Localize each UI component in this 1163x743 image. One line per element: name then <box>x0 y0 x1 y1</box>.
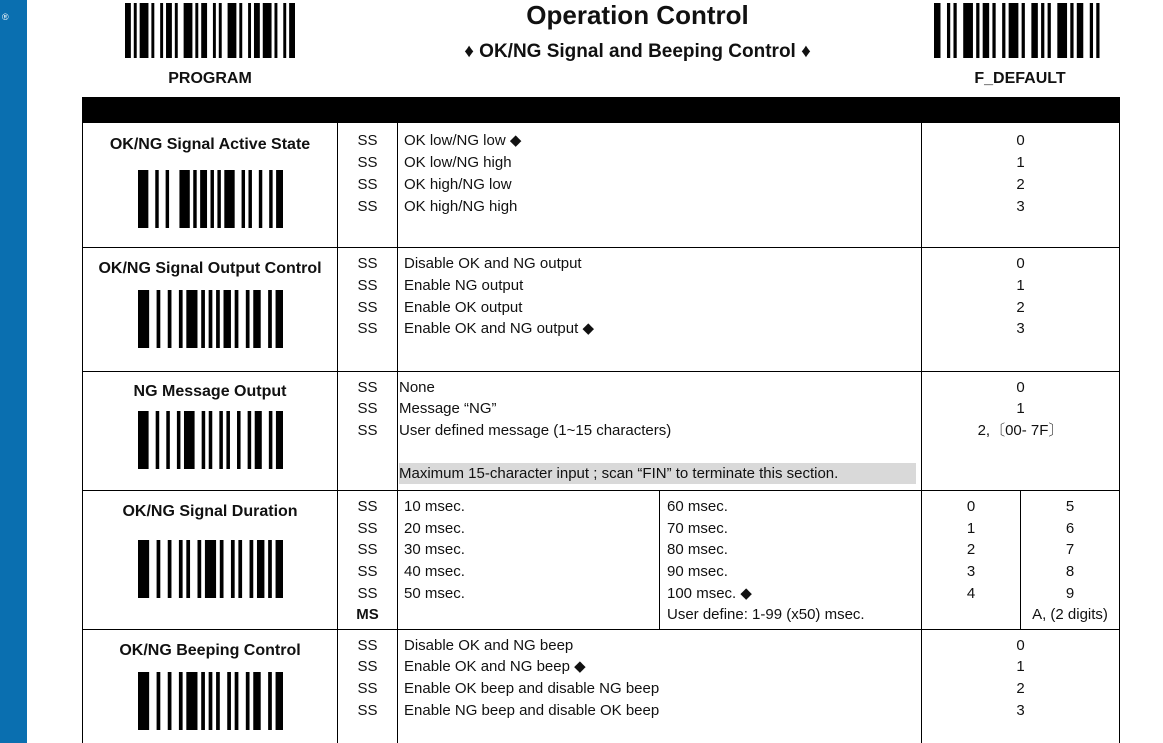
row-title-active-state: OK/NG Signal Active State <box>109 136 311 153</box>
value: 2,〔00- 7F〕 <box>977 422 1064 439</box>
code-ss: SS <box>357 541 378 558</box>
ng-message-barcode[interactable] <box>138 411 283 469</box>
value: 0 <box>1016 379 1025 396</box>
option-ok-low-ng-low: OK low/NG low ◆ <box>404 132 522 149</box>
page-title: Operation Control <box>526 0 749 30</box>
option-user-define-msec: User define: 1-99 (x50) msec. <box>667 606 865 623</box>
option-disable-ok-ng-output: Disable OK and NG output <box>404 255 582 272</box>
value: 0 <box>966 498 976 515</box>
code-ss: SS <box>357 422 378 439</box>
value: 3 <box>1016 320 1025 337</box>
value: 0 <box>1016 132 1025 149</box>
value: 1 <box>1016 658 1025 675</box>
option-ok-low-ng-high: OK low/NG high <box>404 154 512 171</box>
option-enable-ok-disable-ng-beep: Enable OK beep and disable NG beep <box>404 680 660 697</box>
value: 3 <box>1016 702 1025 719</box>
row-separator <box>82 247 1120 248</box>
beeping-control-barcode[interactable] <box>138 672 283 730</box>
option-enable-ok-ng-output: Enable OK and NG output ◆ <box>404 320 594 337</box>
value: 1 <box>1016 154 1025 171</box>
value: 2 <box>1016 680 1025 697</box>
code-ss: SS <box>357 585 378 602</box>
row-title-beeping-control: OK/NG Beeping Control <box>119 642 301 659</box>
option-user-defined-message: User defined message (1~15 characters) <box>399 422 672 439</box>
column-divider <box>397 97 398 743</box>
value: 2 <box>1016 176 1025 193</box>
code-ss: SS <box>357 680 378 697</box>
value: 4 <box>966 585 976 602</box>
page-subtitle: ♦ OK/NG Signal and Beeping Control ♦ <box>464 41 811 62</box>
option-90-msec: 90 msec. <box>667 563 728 580</box>
code-ss: SS <box>357 277 378 294</box>
row-title-ng-message: NG Message Output <box>133 383 287 400</box>
option-30-msec: 30 msec. <box>404 541 465 558</box>
value: 0 <box>1016 255 1025 272</box>
table-right-border <box>1119 97 1120 743</box>
code-ss: SS <box>357 563 378 580</box>
value: 1 <box>966 520 976 537</box>
code-ss: SS <box>357 154 378 171</box>
option-10-msec: 10 msec. <box>404 498 465 515</box>
output-control-barcode[interactable] <box>138 290 283 348</box>
left-sidebar-stripe <box>0 0 27 743</box>
code-ss: SS <box>357 498 378 515</box>
row-title-signal-duration: OK/NG Signal Duration <box>122 503 298 520</box>
duration-option-divider <box>659 490 660 629</box>
option-60-msec: 60 msec. <box>667 498 728 515</box>
code-ss: SS <box>357 132 378 149</box>
option-100-msec: 100 msec. ◆ <box>667 585 752 602</box>
option-40-msec: 40 msec. <box>404 563 465 580</box>
option-ok-high-ng-low: OK high/NG low <box>404 176 512 193</box>
code-ss: SS <box>357 658 378 675</box>
option-enable-ng-disable-ok-beep: Enable NG beep and disable OK beep <box>404 702 660 719</box>
f-default-barcode[interactable] <box>934 3 1106 58</box>
option-50-msec: 50 msec. <box>404 585 465 602</box>
value: 7 <box>1065 541 1075 558</box>
option-enable-ok-output: Enable OK output <box>404 299 523 316</box>
code-ss: SS <box>357 255 378 272</box>
program-barcode[interactable] <box>125 3 295 58</box>
registered-mark: ® <box>2 12 9 22</box>
row-separator <box>82 629 1120 630</box>
value: 5 <box>1065 498 1075 515</box>
value: 2 <box>966 541 976 558</box>
option-disable-ok-ng-beep: Disable OK and NG beep <box>404 637 574 654</box>
code-ss: SS <box>357 299 378 316</box>
value: 0 <box>1016 637 1025 654</box>
value: 3 <box>966 563 976 580</box>
option-80-msec: 80 msec. <box>667 541 728 558</box>
option-70-msec: 70 msec. <box>667 520 728 537</box>
row-separator <box>82 371 1120 372</box>
option-enable-ng-output: Enable NG output <box>404 277 524 294</box>
row-separator <box>82 490 1120 491</box>
option-enable-ok-ng-beep: Enable OK and NG beep ◆ <box>404 658 586 675</box>
option-20-msec: 20 msec. <box>404 520 465 537</box>
value: 3 <box>1016 198 1025 215</box>
value: 2 <box>1016 299 1025 316</box>
code-ss: SS <box>357 379 378 396</box>
option-ok-high-ng-high: OK high/NG high <box>404 198 518 215</box>
value: 1 <box>1016 277 1025 294</box>
value: 9 <box>1065 585 1075 602</box>
value: A, (2 digits) <box>1032 606 1108 623</box>
code-ss: SS <box>357 198 378 215</box>
table-header-bar <box>82 97 1120 123</box>
code-ss: SS <box>357 176 378 193</box>
code-ss: SS <box>357 400 378 417</box>
row-title-output-control: OK/NG Signal Output Control <box>98 260 322 277</box>
value: 6 <box>1065 520 1075 537</box>
ng-message-note: Maximum 15-character input ; scan “FIN” to terminate this section. <box>399 463 916 484</box>
value: 8 <box>1065 563 1075 580</box>
active-state-barcode[interactable] <box>138 170 283 228</box>
f-default-label: F_DEFAULT <box>974 70 1066 87</box>
value: 1 <box>1016 400 1025 417</box>
code-ss: SS <box>357 520 378 537</box>
code-ss: SS <box>357 702 378 719</box>
program-label: PROGRAM <box>168 70 252 87</box>
code-ss: SS <box>357 320 378 337</box>
signal-duration-barcode[interactable] <box>138 540 283 598</box>
option-none: None <box>399 379 435 396</box>
code-ss: SS <box>357 637 378 654</box>
code-ms: MS <box>356 606 379 623</box>
option-message-ng: Message “NG” <box>399 400 497 417</box>
